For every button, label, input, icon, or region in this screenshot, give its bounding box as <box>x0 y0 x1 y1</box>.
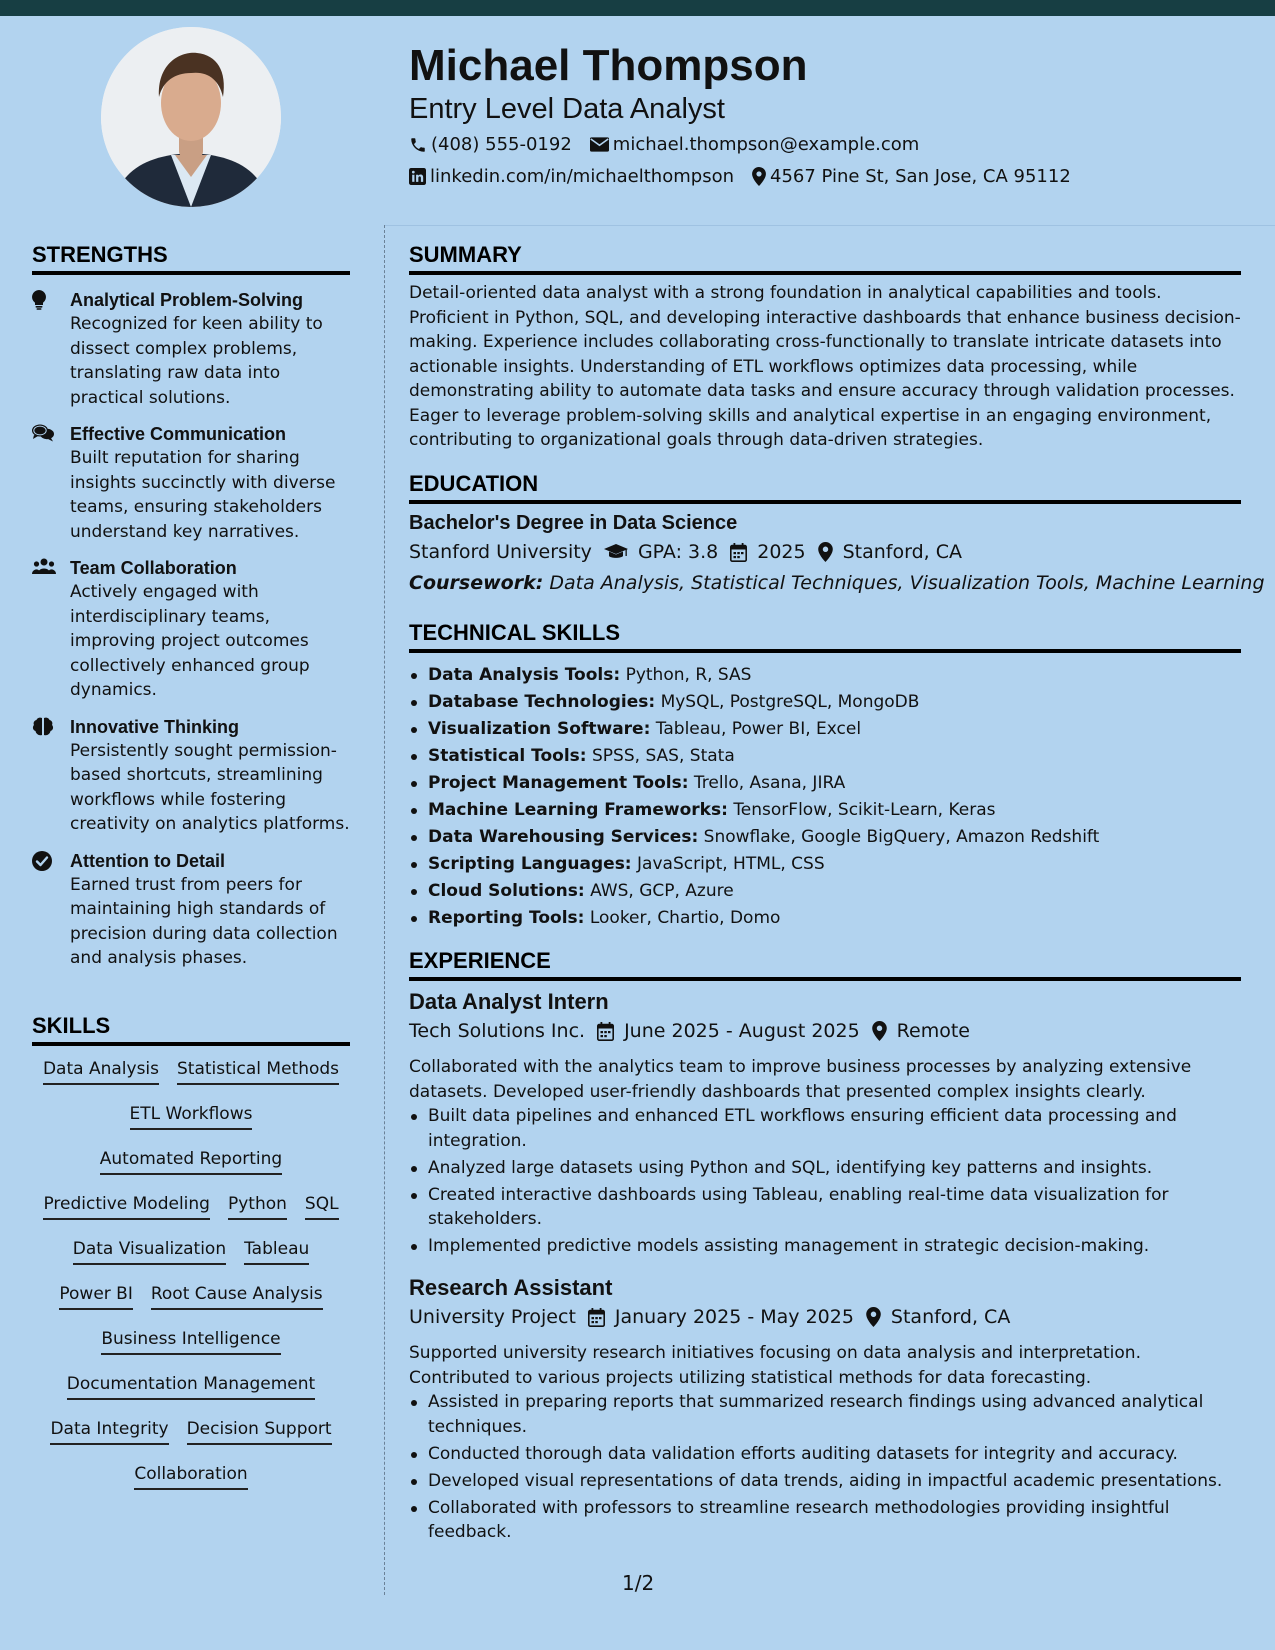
job-position-title: Data Analyst Intern <box>409 989 609 1014</box>
dates-text: January 2025 - May 2025 <box>614 1306 854 1328</box>
phone-text: (408) 555-0192 <box>431 134 572 155</box>
dates-text: June 2025 - August 2025 <box>624 1020 860 1042</box>
users-icon <box>32 558 56 574</box>
skill-tag: Documentation Management <box>67 1373 315 1400</box>
job-location <box>872 1020 970 1042</box>
map-pin-icon <box>866 1307 881 1327</box>
skill-category: Reporting Tools: <box>428 908 585 928</box>
list-item <box>409 662 1244 689</box>
skill-tag: Automated Reporting <box>100 1148 282 1175</box>
column-divider <box>384 225 385 1595</box>
top-accent-bar <box>0 0 1275 16</box>
skill-category: Scripting Languages: <box>428 854 632 874</box>
skill-category: Project Management Tools: <box>428 773 689 793</box>
job-dates <box>597 1020 860 1042</box>
summary-heading: SUMMARY <box>409 242 1241 275</box>
education-location <box>818 541 962 563</box>
list-item: Created interactive dashboards using Tableau, enabling real-time data visualization for stakeholders. <box>409 1183 1244 1232</box>
address-contact <box>752 166 1071 187</box>
degree-title: Bachelor's Degree in Data Science <box>409 512 738 534</box>
candidate-name: Michael Thompson <box>409 41 808 90</box>
skills-row <box>32 1238 350 1283</box>
linkedin-contact[interactable] <box>409 166 734 187</box>
graduation-year <box>730 541 805 563</box>
skill-category: Statistical Tools: <box>428 746 587 766</box>
strength-desc: Built reputation for sharing insights succinctly with diverse teams, ensuring stakeholders understand key narratives. <box>70 448 336 542</box>
strength-item <box>32 849 352 971</box>
skill-values: MySQL, PostgreSQL, MongoDB <box>660 692 920 712</box>
skills-row <box>32 1193 350 1238</box>
job-location <box>866 1306 1010 1328</box>
skill-tag: Data Integrity <box>50 1418 168 1445</box>
list-item: Assisted in preparing reports that summarized research findings using advanced analytical techniques. <box>409 1390 1244 1439</box>
strength-desc: Recognized for keen ability to dissect complex problems, translating raw data into practical solutions. <box>70 314 323 408</box>
map-pin-icon <box>818 542 833 562</box>
phone-icon <box>409 136 427 154</box>
job-bullets <box>409 1104 1244 1261</box>
skill-tag: Data Analysis <box>43 1058 159 1085</box>
list-item: Built data pipelines and enhanced ETL workflows ensuring efficient data processing and integration. <box>409 1104 1244 1153</box>
skill-values: Python, R, SAS <box>625 665 752 685</box>
coursework <box>409 572 1265 594</box>
skill-tag: SQL <box>305 1193 339 1220</box>
skill-tag: Python <box>228 1193 287 1220</box>
summary-text: Detail-oriented data analyst with a strong foundation in analytical capabilities and tools. Proficient in Python, SQL, and developing interactive dashboards that enhance business decision-making. Experience includes collaborating cross-functionally to translate intricate datasets into actionable insights. Understanding of ETL workflows optimizes data processing, while demonstrating ability to automate data tasks and ensure accuracy through validation processes. Eager to leverage problem-solving skills and analytical expertise in an engaging environment, contributing to organizational goals through data-driven strategies. <box>409 283 1241 450</box>
skill-tag: Power BI <box>59 1283 132 1310</box>
coursework-label: Coursework: <box>409 572 544 594</box>
skills-row <box>32 1463 350 1508</box>
skills-heading: SKILLS <box>32 1013 350 1046</box>
list-item <box>409 689 1244 716</box>
list-item <box>409 770 1244 797</box>
profile-photo <box>101 27 281 207</box>
education-meta <box>409 541 974 563</box>
coursework-text: Data Analysis, Statistical Techniques, Visualization Tools, Machine Learning <box>549 572 1265 594</box>
company <box>409 1306 576 1328</box>
strengths-list <box>32 288 352 983</box>
list-item <box>409 905 1244 932</box>
list-item: Analyzed large datasets using Python and SQL, identifying key patterns and insights. <box>409 1156 1244 1181</box>
map-pin-icon <box>752 167 766 186</box>
skills-row <box>32 1328 350 1373</box>
list-item: Collaborated with professors to streamline research methodologies providing insightful feedback. <box>409 1496 1244 1545</box>
graduation-cap-icon <box>604 544 628 561</box>
strength-item <box>32 422 352 544</box>
skill-tag: ETL Workflows <box>130 1103 253 1130</box>
skill-category: Visualization Software: <box>428 719 651 739</box>
technical-skills-heading: TECHNICAL SKILLS <box>409 620 1241 653</box>
header-divider <box>384 225 1275 226</box>
job-description: Collaborated with the analytics team to improve business processes by analyzing extensive datasets. Developed user-friendly dashboards that presented complex insights clearly. <box>409 1057 1192 1102</box>
experience-heading: EXPERIENCE <box>409 948 1241 981</box>
location-text: Remote <box>896 1020 970 1042</box>
skill-values: SPSS, SAS, Stata <box>592 746 735 766</box>
job-bullets <box>409 1390 1244 1547</box>
linkedin-icon <box>409 168 426 185</box>
skill-category: Data Warehousing Services: <box>428 827 699 847</box>
skills-row <box>32 1148 350 1193</box>
email-text: michael.thompson@example.com <box>612 134 920 155</box>
contact-row-secondary <box>409 166 1089 187</box>
location-text: Stanford, CA <box>842 541 962 563</box>
strength-item <box>32 715 352 837</box>
brain-icon <box>32 717 54 736</box>
school-text: Stanford University <box>409 541 592 563</box>
skill-tag: Collaboration <box>134 1463 247 1490</box>
skill-tag: Predictive Modeling <box>43 1193 210 1220</box>
strength-desc: Actively engaged with interdisciplinary teams, improving project outcomes collectively enhanced group dynamics. <box>70 582 310 700</box>
skill-category: Machine Learning Frameworks: <box>428 800 728 820</box>
skill-values: JavaScript, HTML, CSS <box>637 854 825 874</box>
year-text: 2025 <box>757 541 806 563</box>
list-item <box>409 878 1244 905</box>
skill-tag: Data Visualization <box>73 1238 226 1265</box>
strength-title: Attention to Detail <box>70 850 225 871</box>
technical-skills-list <box>409 662 1244 932</box>
skill-values: Trello, Asana, JIRA <box>693 773 846 793</box>
skill-category: Database Technologies: <box>428 692 656 712</box>
skill-tag: Business Intelligence <box>101 1328 280 1355</box>
phone-contact[interactable] <box>409 134 572 155</box>
lightbulb-icon <box>32 290 46 310</box>
skill-tag: Tableau <box>244 1238 309 1265</box>
strength-desc: Earned trust from peers for maintaining high standards of precision during data collection and analysis phases. <box>70 874 338 968</box>
page-number: 1/2 <box>622 1571 655 1595</box>
list-item: Conducted thorough data validation efforts auditing datasets for integrity and accuracy. <box>409 1442 1244 1467</box>
skill-tag: Root Cause Analysis <box>151 1283 323 1310</box>
job-dates <box>588 1306 854 1328</box>
linkedin-text: linkedin.com/in/michaelthompson <box>430 166 734 187</box>
skill-values: Looker, Chartio, Domo <box>589 908 781 928</box>
company-text: University Project <box>409 1306 576 1328</box>
strength-title: Team Collaboration <box>70 558 237 578</box>
skill-values: TensorFlow, Scikit-Learn, Keras <box>733 800 996 820</box>
strength-title: Innovative Thinking <box>70 716 240 737</box>
email-contact[interactable] <box>590 134 920 155</box>
skill-category: Cloud Solutions: <box>428 881 585 901</box>
list-item: Developed visual representations of data trends, aiding in impactful academic presentations. <box>409 1469 1244 1494</box>
list-item <box>409 797 1244 824</box>
list-item <box>409 716 1244 743</box>
job-meta <box>409 1020 982 1042</box>
list-item: Implemented predictive models assisting management in strategic decision-making. <box>409 1234 1244 1259</box>
job-title: Entry Level Data Analyst <box>409 93 725 125</box>
skill-values: Tableau, Power BI, Excel <box>655 719 862 739</box>
skills-row <box>32 1283 350 1328</box>
company-text: Tech Solutions Inc. <box>409 1020 586 1042</box>
gpa <box>604 541 718 563</box>
calendar-icon <box>730 543 747 562</box>
gpa-text: GPA: 3.8 <box>637 541 719 563</box>
job-meta <box>409 1306 1022 1328</box>
job-description: Supported university research initiatives focusing on data analysis and interpretation. Contributed to various projects utilizing statistical methods for data forecasting. <box>409 1343 1141 1388</box>
strength-title: Effective Communication <box>70 424 287 444</box>
skills-row <box>32 1058 350 1103</box>
strength-item <box>32 288 352 410</box>
school-name <box>409 541 592 563</box>
strength-desc: Persistently sought permission-based shortcuts, streamlining workflows while fostering creativity on analytics platforms. <box>70 740 350 834</box>
contact-row-primary <box>409 134 937 155</box>
skill-tag: Statistical Methods <box>177 1058 339 1085</box>
calendar-icon <box>597 1022 614 1041</box>
envelope-icon <box>590 137 609 152</box>
comments-icon <box>32 424 54 442</box>
location-text: Stanford, CA <box>890 1306 1011 1328</box>
calendar-icon <box>588 1308 605 1327</box>
job-position-title: Research Assistant <box>409 1275 613 1300</box>
skill-values: AWS, GCP, Azure <box>590 881 734 901</box>
skills-row <box>32 1103 350 1148</box>
list-item <box>409 851 1244 878</box>
education-heading: EDUCATION <box>409 471 1241 504</box>
list-item <box>409 743 1244 770</box>
skills-tags <box>32 1058 350 1508</box>
strength-item <box>32 556 352 703</box>
strength-title: Analytical Problem-Solving <box>70 290 304 310</box>
skills-row <box>32 1373 350 1418</box>
list-item <box>409 824 1244 851</box>
skill-category: Data Analysis Tools: <box>428 665 621 685</box>
company <box>409 1020 585 1042</box>
skills-row <box>32 1418 350 1463</box>
map-pin-icon <box>872 1021 887 1041</box>
skill-values: Snowflake, Google BigQuery, Amazon Redshift <box>703 827 1100 847</box>
skill-tag: Decision Support <box>187 1418 332 1445</box>
strengths-heading: STRENGTHS <box>32 242 350 275</box>
check-circle-icon <box>32 851 52 871</box>
address-text: 4567 Pine St, San Jose, CA 95112 <box>770 166 1071 187</box>
